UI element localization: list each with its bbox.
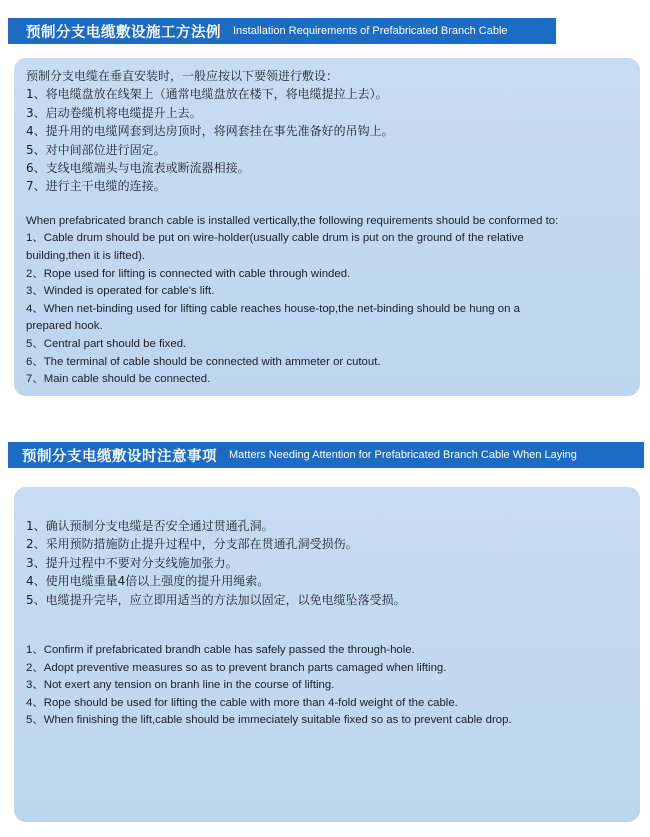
section2-item-en: 3、Not exert any tension on branh line in the course of lifting. — [26, 679, 335, 692]
section1-intro-zh: 预制分支电缆在垂直安装时，一般应按以下要领进行敷设： — [26, 69, 339, 83]
section2-item-zh: 4、使用电缆重量4倍以上强度的提升用绳索。 — [26, 574, 270, 589]
section1-item-en: 5、Central part should be fixed. — [26, 338, 187, 350]
section1-item-en: building,then it is lifted). — [26, 250, 146, 263]
section2-panel — [14, 487, 640, 822]
section2-header — [8, 442, 644, 468]
section2-item-zh: 5、电缆提升完毕，应立即用适当的方法加以固定，以免电缆坠落受损。 — [26, 592, 406, 607]
section1-item-en: prepared hook. — [26, 320, 103, 333]
section2-item-zh: 1、确认预制分支电缆是否安全通过贯通孔洞。 — [26, 519, 274, 533]
spacer — [26, 609, 634, 642]
section1-item-zh: 5、对中间部位进行固定。 — [26, 142, 166, 157]
section2-title-zh: 预制分支电缆敷设时注意事项 — [22, 448, 217, 465]
spacer — [26, 487, 634, 517]
section2-item-zh: 2、采用预防措施防止提升过程中，分支部在贯通孔洞受损伤。 — [26, 537, 358, 552]
section1-title-zh: 预制分支电缆敷设施工方法例 — [26, 24, 221, 41]
section1-item-en: 2、Rope used for lifting is connected with cable through winded. — [26, 267, 351, 280]
section1-item-zh: 7、进行主干电缆的连接。 — [26, 179, 166, 194]
section1-item-zh: 3、启动卷缆机将电缆提升上去。 — [26, 105, 202, 120]
spacer — [26, 196, 634, 213]
section1-item-en: 4、When net-binding used for lifting cable reaches house-top,the net-binding should be hung on a — [26, 302, 520, 315]
section1-item-zh: 6、支线电缆端头与电流表或断流器相接。 — [26, 161, 250, 176]
section1-panel — [14, 58, 640, 396]
section1-item-zh: 4、提升用的电缆网套到达房顶时，将网套挂在事先准备好的吊钩上。 — [26, 124, 394, 139]
section2-item-en: 1、Confirm if prefabricated brandh cable has safely passed the through-hole. — [26, 644, 415, 657]
section2-item-zh: 3、提升过程中不要对分支线施加张力。 — [26, 555, 238, 570]
section1-item-en: 7、Main cable should be connected. — [26, 373, 211, 386]
section2-title-en: Matters Needing Attention for Prefabricated Branch Cable When Laying — [229, 449, 577, 461]
section2-item-en: 4、Rope should be used for lifting the cable with more than 4-fold weight of the cable. — [26, 696, 458, 709]
section1-item-en: 1、Cable drum should be put on wire-holder(usually cable drum is put on the ground of the relative — [26, 232, 524, 245]
section2-item-en: 5、When finishing the lift,cable should be immeciately suitable fixed so as to prevent cable drop. — [26, 714, 512, 727]
section1-header — [8, 18, 556, 44]
section1-item-en: 6、The terminal of cable should be connected with ammeter or cutout. — [26, 355, 381, 368]
section1-item-en: 3、Winded is operated for cable's lift. — [26, 285, 215, 298]
section1-item-zh: 1、将电缆盘放在线架上（通常电缆盘放在楼下，将电缆提拉上去）。 — [26, 87, 388, 102]
section1-title-en: Installation Requirements of Prefabricated Branch Cable — [233, 25, 508, 37]
section2-item-en: 2、Adopt preventive measures so as to prevent branch parts camaged when lifting. — [26, 661, 447, 674]
section1-intro-en: When prefabricated branch cable is installed vertically,the following requirements should be conformed to: — [26, 214, 559, 227]
